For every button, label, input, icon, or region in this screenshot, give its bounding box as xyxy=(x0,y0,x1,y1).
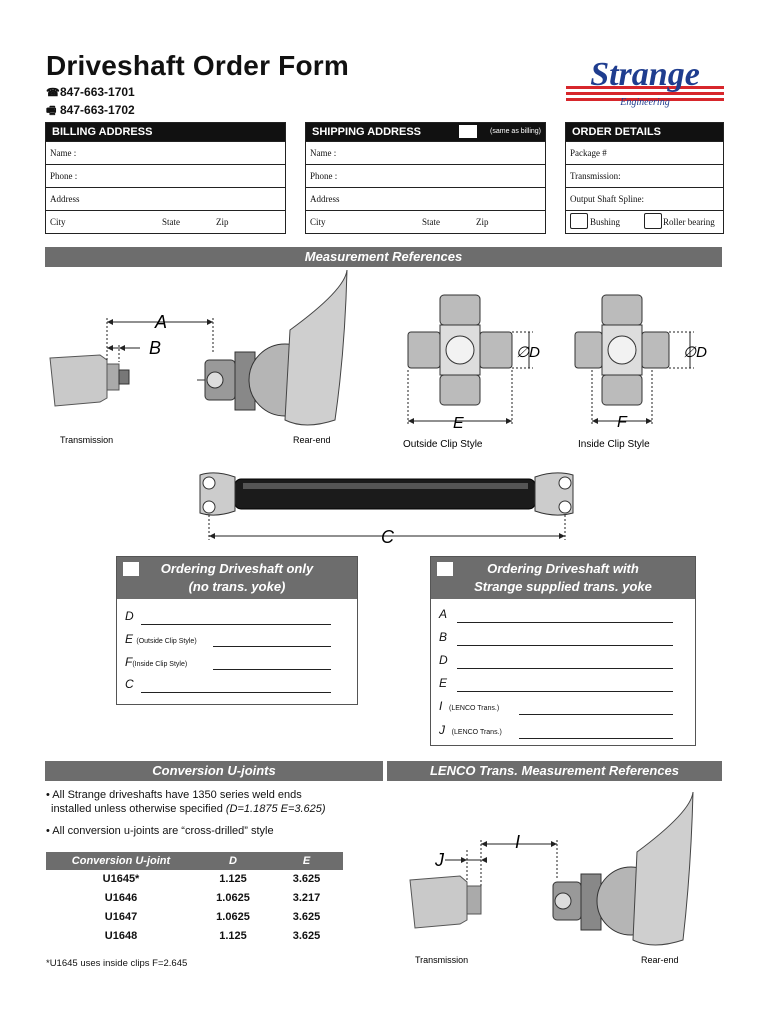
bushing-checkbox[interactable] xyxy=(570,213,588,229)
shipping-phone-field[interactable]: Phone : xyxy=(306,164,545,187)
dim-a-label: A xyxy=(155,312,168,332)
roller-bearing-checkbox[interactable] xyxy=(644,213,662,229)
box2-b-input[interactable] xyxy=(457,644,673,646)
box1-row-d: D xyxy=(125,609,134,623)
dim-c-label: C xyxy=(381,527,394,547)
rear-end-caption: Rear-end xyxy=(293,435,331,445)
same-as-billing-label: (same as billing) xyxy=(490,128,541,135)
measurement-references-header: Measurement References xyxy=(45,247,722,267)
order-driveshaft-only-header: Ordering Driveshaft only (no trans. yoke) xyxy=(117,557,357,599)
box2-row-e: E xyxy=(439,676,448,690)
transmission-field[interactable]: Transmission: xyxy=(566,164,723,187)
page-title: Driveshaft Order Form xyxy=(46,50,349,81)
ujoint-outside-clip-diagram xyxy=(398,290,558,455)
shipping-header: SHIPPING ADDRESS (same as billing) xyxy=(306,123,545,141)
dim-f-label: F xyxy=(617,414,627,431)
phone-1: ☎847-663-1701 xyxy=(46,85,135,99)
dim-d-inside-label: ∅D xyxy=(683,344,707,361)
box2-row-i: I (LENCO Trans.) xyxy=(439,699,500,713)
table-header: Conversion U-joint D E xyxy=(46,852,343,870)
inside-clip-caption: Inside Clip Style xyxy=(578,439,650,450)
billing-address-field[interactable]: Address xyxy=(46,187,285,210)
table-row: U1648 1.125 3.625 xyxy=(104,930,321,942)
logo-subtext: Engineering xyxy=(620,97,670,108)
lenco-transmission-caption: Transmission xyxy=(415,955,469,965)
box2-j-input[interactable] xyxy=(519,737,673,739)
strange-logo xyxy=(566,58,724,108)
dim-b-label: B xyxy=(149,338,162,358)
driveline-diagram xyxy=(45,270,375,450)
billing-phone-field[interactable]: Phone : xyxy=(46,164,285,187)
box1-f-input[interactable] xyxy=(213,668,331,670)
dim-d-label: ∅D xyxy=(516,344,540,361)
box1-d-input[interactable] xyxy=(141,623,331,625)
package-field[interactable]: Package # xyxy=(566,141,723,164)
ujoint-inside-clip-diagram xyxy=(570,290,720,455)
lenco-rear-end-caption: Rear-end xyxy=(641,955,679,965)
order-with-yoke-box xyxy=(430,556,696,746)
order-driveshaft-only-box xyxy=(116,556,358,705)
box1-row-f: F(Inside Clip Style) xyxy=(125,655,188,669)
box1-row-c: C xyxy=(125,677,134,691)
shipping-address-field[interactable]: Address xyxy=(306,187,545,210)
table-row: U1645* 1.125 3.625 xyxy=(102,873,321,885)
outside-clip-caption: Outside Clip Style xyxy=(403,439,483,450)
bullet-1-line-1: • All Strange driveshafts have 1350 series weld ends xyxy=(46,789,302,801)
billing-city-field[interactable]: City State Zip xyxy=(46,210,285,233)
lenco-diagram xyxy=(405,790,723,970)
table-row: U1646 1.0625 3.217 xyxy=(104,892,321,904)
dim-e-label: E xyxy=(453,415,464,432)
box1-row-e: E (Outside Clip Style) xyxy=(125,632,197,646)
box2-a-input[interactable] xyxy=(457,621,673,623)
table-row: U1647 1.0625 3.625 xyxy=(104,911,321,923)
driveshaft-only-checkbox[interactable] xyxy=(123,562,139,576)
phone-icon: ☎ xyxy=(46,87,60,99)
conversion-ujoint-table xyxy=(46,852,343,946)
conversion-ujoints-header: Conversion U-joints xyxy=(45,761,383,781)
box2-row-a: A xyxy=(439,607,448,621)
box2-d-input[interactable] xyxy=(457,667,673,669)
with-yoke-checkbox[interactable] xyxy=(437,562,453,576)
phone-2: 🖷 847-663-1702 xyxy=(46,102,135,121)
box2-row-d: D xyxy=(439,653,448,667)
footnote: *U1645 uses inside clips F=2.645 xyxy=(46,958,188,969)
box2-row-b: B xyxy=(439,630,448,644)
shipping-name-field[interactable]: Name : xyxy=(306,141,545,164)
bullet-1-line-2: installed unless otherwise specified (D=1.1875 E=3.625) xyxy=(51,803,326,815)
roller-bearing-label: Roller bearing xyxy=(663,217,715,227)
order-header: ORDER DETAILS xyxy=(566,123,723,141)
box2-e-input[interactable] xyxy=(457,690,673,692)
transmission-caption: Transmission xyxy=(60,435,114,445)
box1-e-input[interactable] xyxy=(213,645,331,647)
box1-c-input[interactable] xyxy=(141,691,331,693)
billing-address-box xyxy=(45,122,286,234)
shipping-address-box xyxy=(305,122,546,234)
dim-i-label: I xyxy=(515,832,521,852)
box2-row-j: J (LENCO Trans.) xyxy=(439,723,502,737)
dim-j-label: J xyxy=(435,850,444,870)
fax-icon: 🖷 xyxy=(46,105,57,117)
billing-header: BILLING ADDRESS xyxy=(46,123,285,141)
bullet-2: • All conversion u-joints are “cross-drilled” style xyxy=(46,825,274,837)
driveshaft-diagram xyxy=(195,465,585,550)
spline-field[interactable]: Output Shaft Spline: xyxy=(566,187,723,210)
order-with-yoke-header: Ordering Driveshaft with Strange supplied trans. yoke xyxy=(431,557,695,599)
lenco-measurement-header: LENCO Trans. Measurement References xyxy=(387,761,722,781)
order-details-box xyxy=(565,122,724,234)
bushing-label: Bushing xyxy=(590,217,621,227)
shipping-city-field[interactable]: City State Zip xyxy=(306,210,545,233)
box2-i-input[interactable] xyxy=(519,713,673,715)
same-as-billing-checkbox[interactable] xyxy=(459,125,477,138)
bearing-row xyxy=(566,210,723,233)
billing-name-field[interactable]: Name : xyxy=(46,141,285,164)
logo-text: Strange xyxy=(590,58,700,93)
